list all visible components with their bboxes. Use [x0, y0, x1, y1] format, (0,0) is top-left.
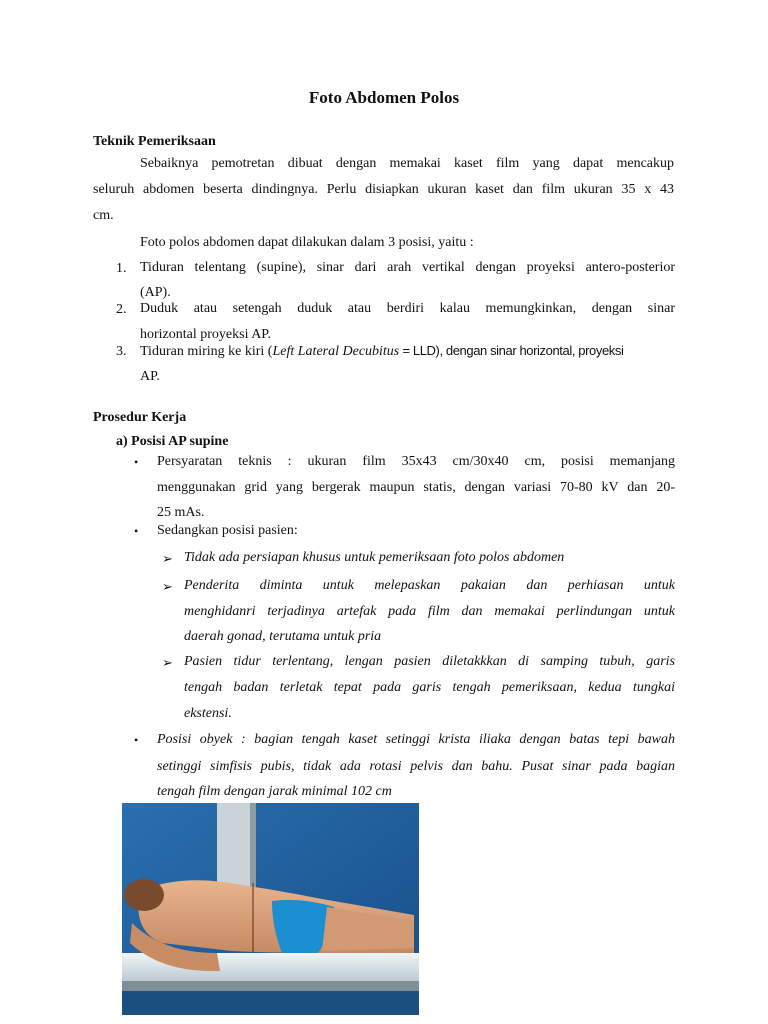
paragraph-line: cm. — [93, 208, 114, 223]
arrow-item-line: ekstensi. — [184, 706, 232, 721]
photo-illustration — [122, 803, 419, 1015]
list-number: 1. — [116, 261, 127, 276]
arrow-bullet-icon: ➢ — [162, 579, 173, 594]
arrow-bullet-icon: ➢ — [162, 655, 173, 670]
patient-ap-supine-photo — [122, 803, 419, 1015]
bullet-line: setinggi simfisis pubis, tidak ada rotasi pelvis dan bahu. Pusat sinar pada bagian — [157, 759, 675, 774]
bullet-line: Persyaratan teknis : ukuran film 35x43 cm/30x40 cm, posisi memanjang — [157, 454, 675, 469]
list-item-line: Duduk atau setengah duduk atau berdiri kalau memungkinkan, dengan sinar — [140, 301, 675, 316]
list-item-line — [140, 338, 675, 365]
bullet-glyph: • — [134, 524, 139, 538]
list-text: Tiduran miring ke kiri ( — [140, 344, 273, 359]
arrow-item-line: menghidanri terjadinya artefak pada film dan memakai perlindungan untuk — [184, 604, 675, 619]
arrow-item-line: Pasien tidur terlentang, lengan pasien diletakkkan di samping tubuh, garis — [184, 654, 675, 669]
bullet-glyph: • — [134, 455, 139, 469]
page-title: Foto Abdomen Polos — [308, 88, 460, 107]
list-item-line: Tiduran telentang (supine), sinar dari arah vertikal dengan proyeksi antero-posterior — [140, 260, 675, 275]
arrow-item-line: daerah gonad, terutama untuk pria — [184, 629, 382, 644]
arrow-bullet-icon: ➢ — [162, 551, 173, 566]
subsection-heading: a) Posisi AP supine — [116, 434, 229, 449]
list-number: 2. — [116, 302, 127, 317]
list-text-italic: Left Lateral Decubitus — [272, 344, 400, 359]
list-item-line: (AP). — [140, 285, 171, 300]
section-heading-prosedur: Prosedur Kerja — [93, 410, 187, 425]
list-text: = LLD), dengan sinar horizontal, proyeksi — [399, 343, 624, 358]
paragraph-intro-positions: Foto polos abdomen dapat dilakukan dalam 3 posisi, yaitu : — [140, 235, 474, 250]
bullet-line: tengah film dengan jarak minimal 102 cm — [157, 784, 392, 799]
arrow-item-line: Tidak ada persiapan khusus untuk pemeriksaan foto polos abdomen — [184, 550, 565, 565]
list-number: 3. — [116, 344, 127, 359]
section-heading-teknik: Teknik Pemeriksaan — [93, 134, 216, 149]
bullet-line: Sedangkan posisi pasien: — [157, 523, 298, 538]
paragraph-line: Sebaiknya pemotretan dibuat dengan memakai kaset film yang dapat mencakup — [140, 156, 674, 171]
arrow-item-line: tengah badan terletak tepat pada garis tengah pemeriksaan, kedua tungkai — [184, 680, 675, 695]
bullet-line: Posisi obyek : bagian tengah kaset setinggi krista iliaka dengan batas tepi bawah — [157, 732, 675, 747]
list-item-line: AP. — [140, 369, 160, 384]
bullet-glyph: • — [134, 733, 139, 747]
list-item-line: horizontal proyeksi AP. — [140, 327, 272, 342]
paragraph-line: seluruh abdomen beserta dindingnya. Perlu disiapkan ukuran kaset dan film ukuran 35 x 43 — [93, 182, 674, 197]
bullet-line: menggunakan grid yang bergerak maupun statis, dengan variasi 70-80 kV dan 20- — [157, 480, 675, 495]
bullet-line: 25 mAs. — [157, 505, 205, 520]
arrow-item-line: Penderita diminta untuk melepaskan pakaian dan perhiasan untuk — [184, 578, 675, 593]
